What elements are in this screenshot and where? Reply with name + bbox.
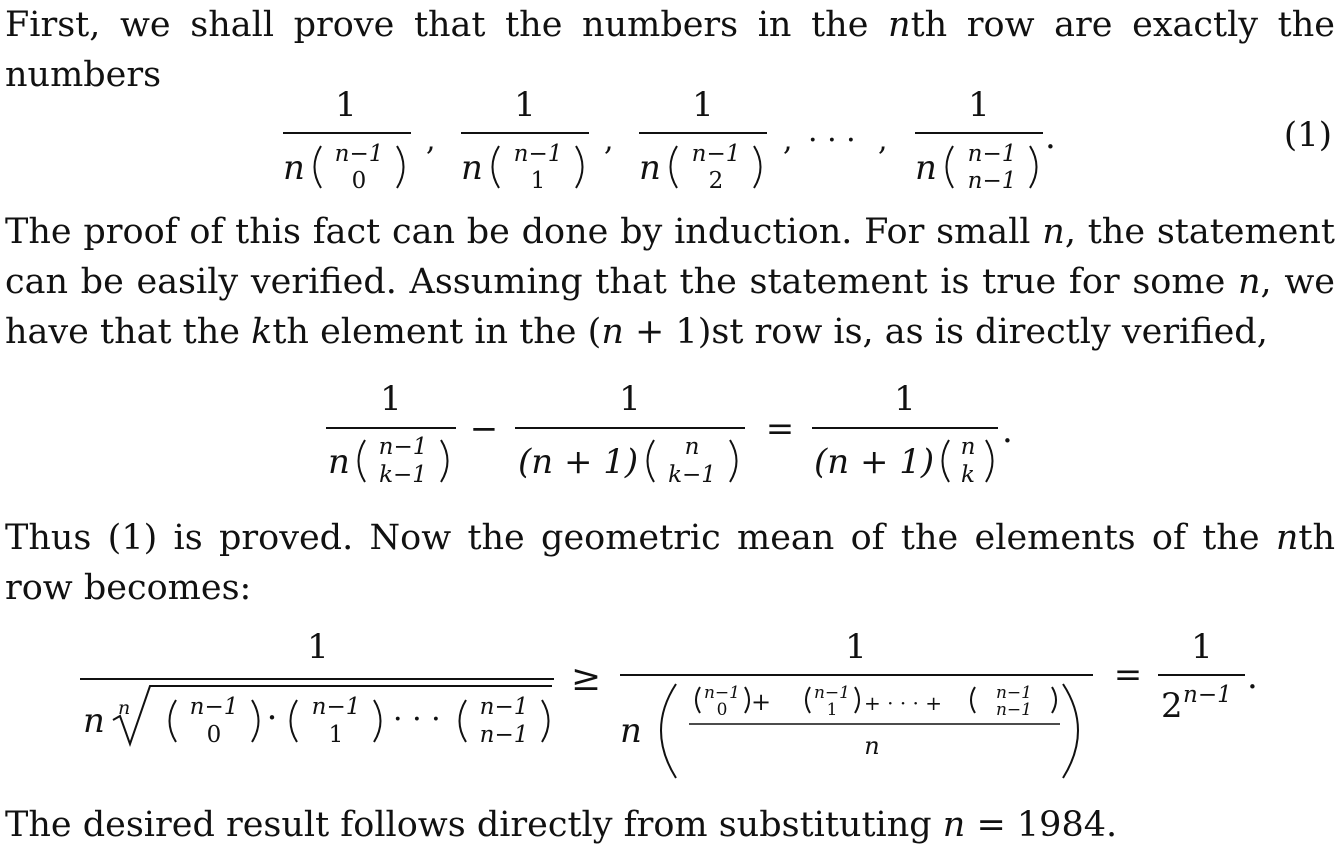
binom-bottom: n−1	[967, 168, 1017, 194]
numerator: 1	[619, 379, 641, 419]
text: + 1)st row is, as is directly verified,	[623, 312, 1268, 352]
binom-top: n−1	[995, 683, 1033, 703]
period: .	[1247, 657, 1258, 697]
numerator: 1	[968, 85, 990, 125]
root-index: n	[118, 697, 131, 719]
binom-bottom: 1	[328, 722, 344, 748]
binom-top: n−1	[334, 141, 384, 167]
prefix: n	[328, 442, 350, 482]
prefix: (n + 1)	[814, 442, 935, 482]
text: th row becomes:	[5, 518, 1335, 608]
binom-bottom: 1	[530, 168, 546, 194]
binom-top: n	[684, 434, 700, 460]
text: The proof of this fact can be done by induction. For small	[5, 212, 1043, 252]
text: The desired result follows directly from substituting	[5, 805, 943, 845]
eq1-fraction-0	[283, 85, 411, 194]
binom-top: n−1	[703, 683, 741, 703]
equals-sign: =	[1113, 655, 1143, 695]
eq2-fraction-2	[515, 379, 745, 488]
inner-sum: + · · · +	[864, 691, 943, 715]
binom-bottom: 0	[351, 168, 367, 194]
equation-2	[0, 372, 1342, 494]
text: First, we shall prove that the numbers in the	[5, 5, 889, 45]
text: = 1984.	[965, 805, 1118, 845]
ellipsis: · · ·	[808, 123, 856, 158]
eq1-fraction-3	[915, 85, 1043, 194]
numerator: 1	[692, 85, 714, 125]
paragraph-induction	[5, 207, 1335, 357]
eq2-fraction-1	[326, 379, 456, 488]
binom-bottom: 1	[826, 700, 838, 720]
var-n: n	[83, 701, 105, 741]
comma: ,	[878, 123, 888, 158]
rhs-base: 2	[1161, 686, 1183, 726]
binom-bottom: k	[961, 462, 975, 488]
equals-sign: =	[765, 409, 795, 449]
eq3-lhs-fraction	[80, 627, 554, 748]
inner-denominator: n	[864, 732, 880, 760]
binom-bottom: k−1	[379, 462, 427, 488]
binom-bottom: n−1	[995, 700, 1033, 720]
var-k: k	[251, 312, 273, 352]
var-n: n	[915, 148, 937, 188]
equation-number: (1)	[1283, 115, 1332, 155]
binom-top: n−1	[513, 141, 563, 167]
binom-top: n−1	[479, 694, 529, 720]
plus-sign: +	[751, 688, 772, 716]
prefix: (n + 1)	[518, 442, 639, 482]
dot: ·	[266, 698, 278, 738]
var-n: n	[461, 148, 483, 188]
binom-top: n−1	[311, 694, 361, 720]
rhs-exponent: n−1	[1183, 682, 1232, 708]
minus-sign: −	[469, 409, 499, 449]
binom-bottom: 2	[708, 168, 724, 194]
binom-top: n−1	[813, 683, 851, 703]
text: , the statement can be easily verified. Assuming that the statement is true for some	[5, 212, 1335, 302]
eq2-fraction-3	[812, 379, 998, 488]
geq-sign: ≥	[570, 658, 602, 699]
var-n: n	[1237, 262, 1261, 302]
period: .	[1002, 411, 1013, 451]
text: , we have that the	[5, 262, 1335, 352]
binom-top: n−1	[691, 141, 741, 167]
paragraph-geometric-mean	[5, 513, 1335, 613]
var-n: n	[639, 148, 661, 188]
eq3-middle-fraction	[620, 627, 1093, 778]
text: Thus (1) is proved. Now the geometric mean of the elements of the	[5, 518, 1276, 558]
comma: ,	[604, 123, 614, 158]
binom-bottom: 0	[206, 722, 222, 748]
var-n: n	[601, 312, 624, 352]
var-n: n	[283, 148, 305, 188]
var-n: n	[942, 805, 966, 845]
numerator: 1	[845, 627, 867, 667]
equation-3	[0, 620, 1342, 790]
numerator: 1	[1191, 627, 1213, 667]
var-n: n	[888, 5, 911, 45]
binom-top: n−1	[967, 141, 1017, 167]
ellipsis: · · ·	[393, 702, 441, 737]
equation-1	[0, 82, 1342, 200]
var-n: n	[1042, 212, 1065, 252]
binom-bottom: n−1	[479, 722, 529, 748]
binom-bottom: k−1	[668, 462, 716, 488]
eq1-fraction-2	[639, 85, 767, 194]
var-n: n	[620, 711, 642, 751]
period: .	[1045, 117, 1056, 157]
comma: ,	[426, 123, 436, 158]
eq1-fraction-1	[461, 85, 589, 194]
numerator: 1	[307, 627, 329, 667]
paragraph-conclusion	[5, 800, 1335, 850]
numerator: 1	[514, 85, 536, 125]
binom-top: n	[960, 434, 976, 460]
comma: ,	[783, 123, 793, 158]
text: th element in the (	[272, 312, 602, 352]
numerator: 1	[380, 379, 402, 419]
binom-top: n−1	[378, 434, 428, 460]
text: th row are exactly the numbers	[5, 5, 1335, 95]
numerator: 1	[335, 85, 357, 125]
binom-top: n−1	[189, 694, 239, 720]
numerator: 1	[894, 379, 916, 419]
var-n: n	[1275, 518, 1299, 558]
eq3-rhs-fraction	[1158, 627, 1245, 726]
binom-bottom: 0	[716, 700, 728, 720]
